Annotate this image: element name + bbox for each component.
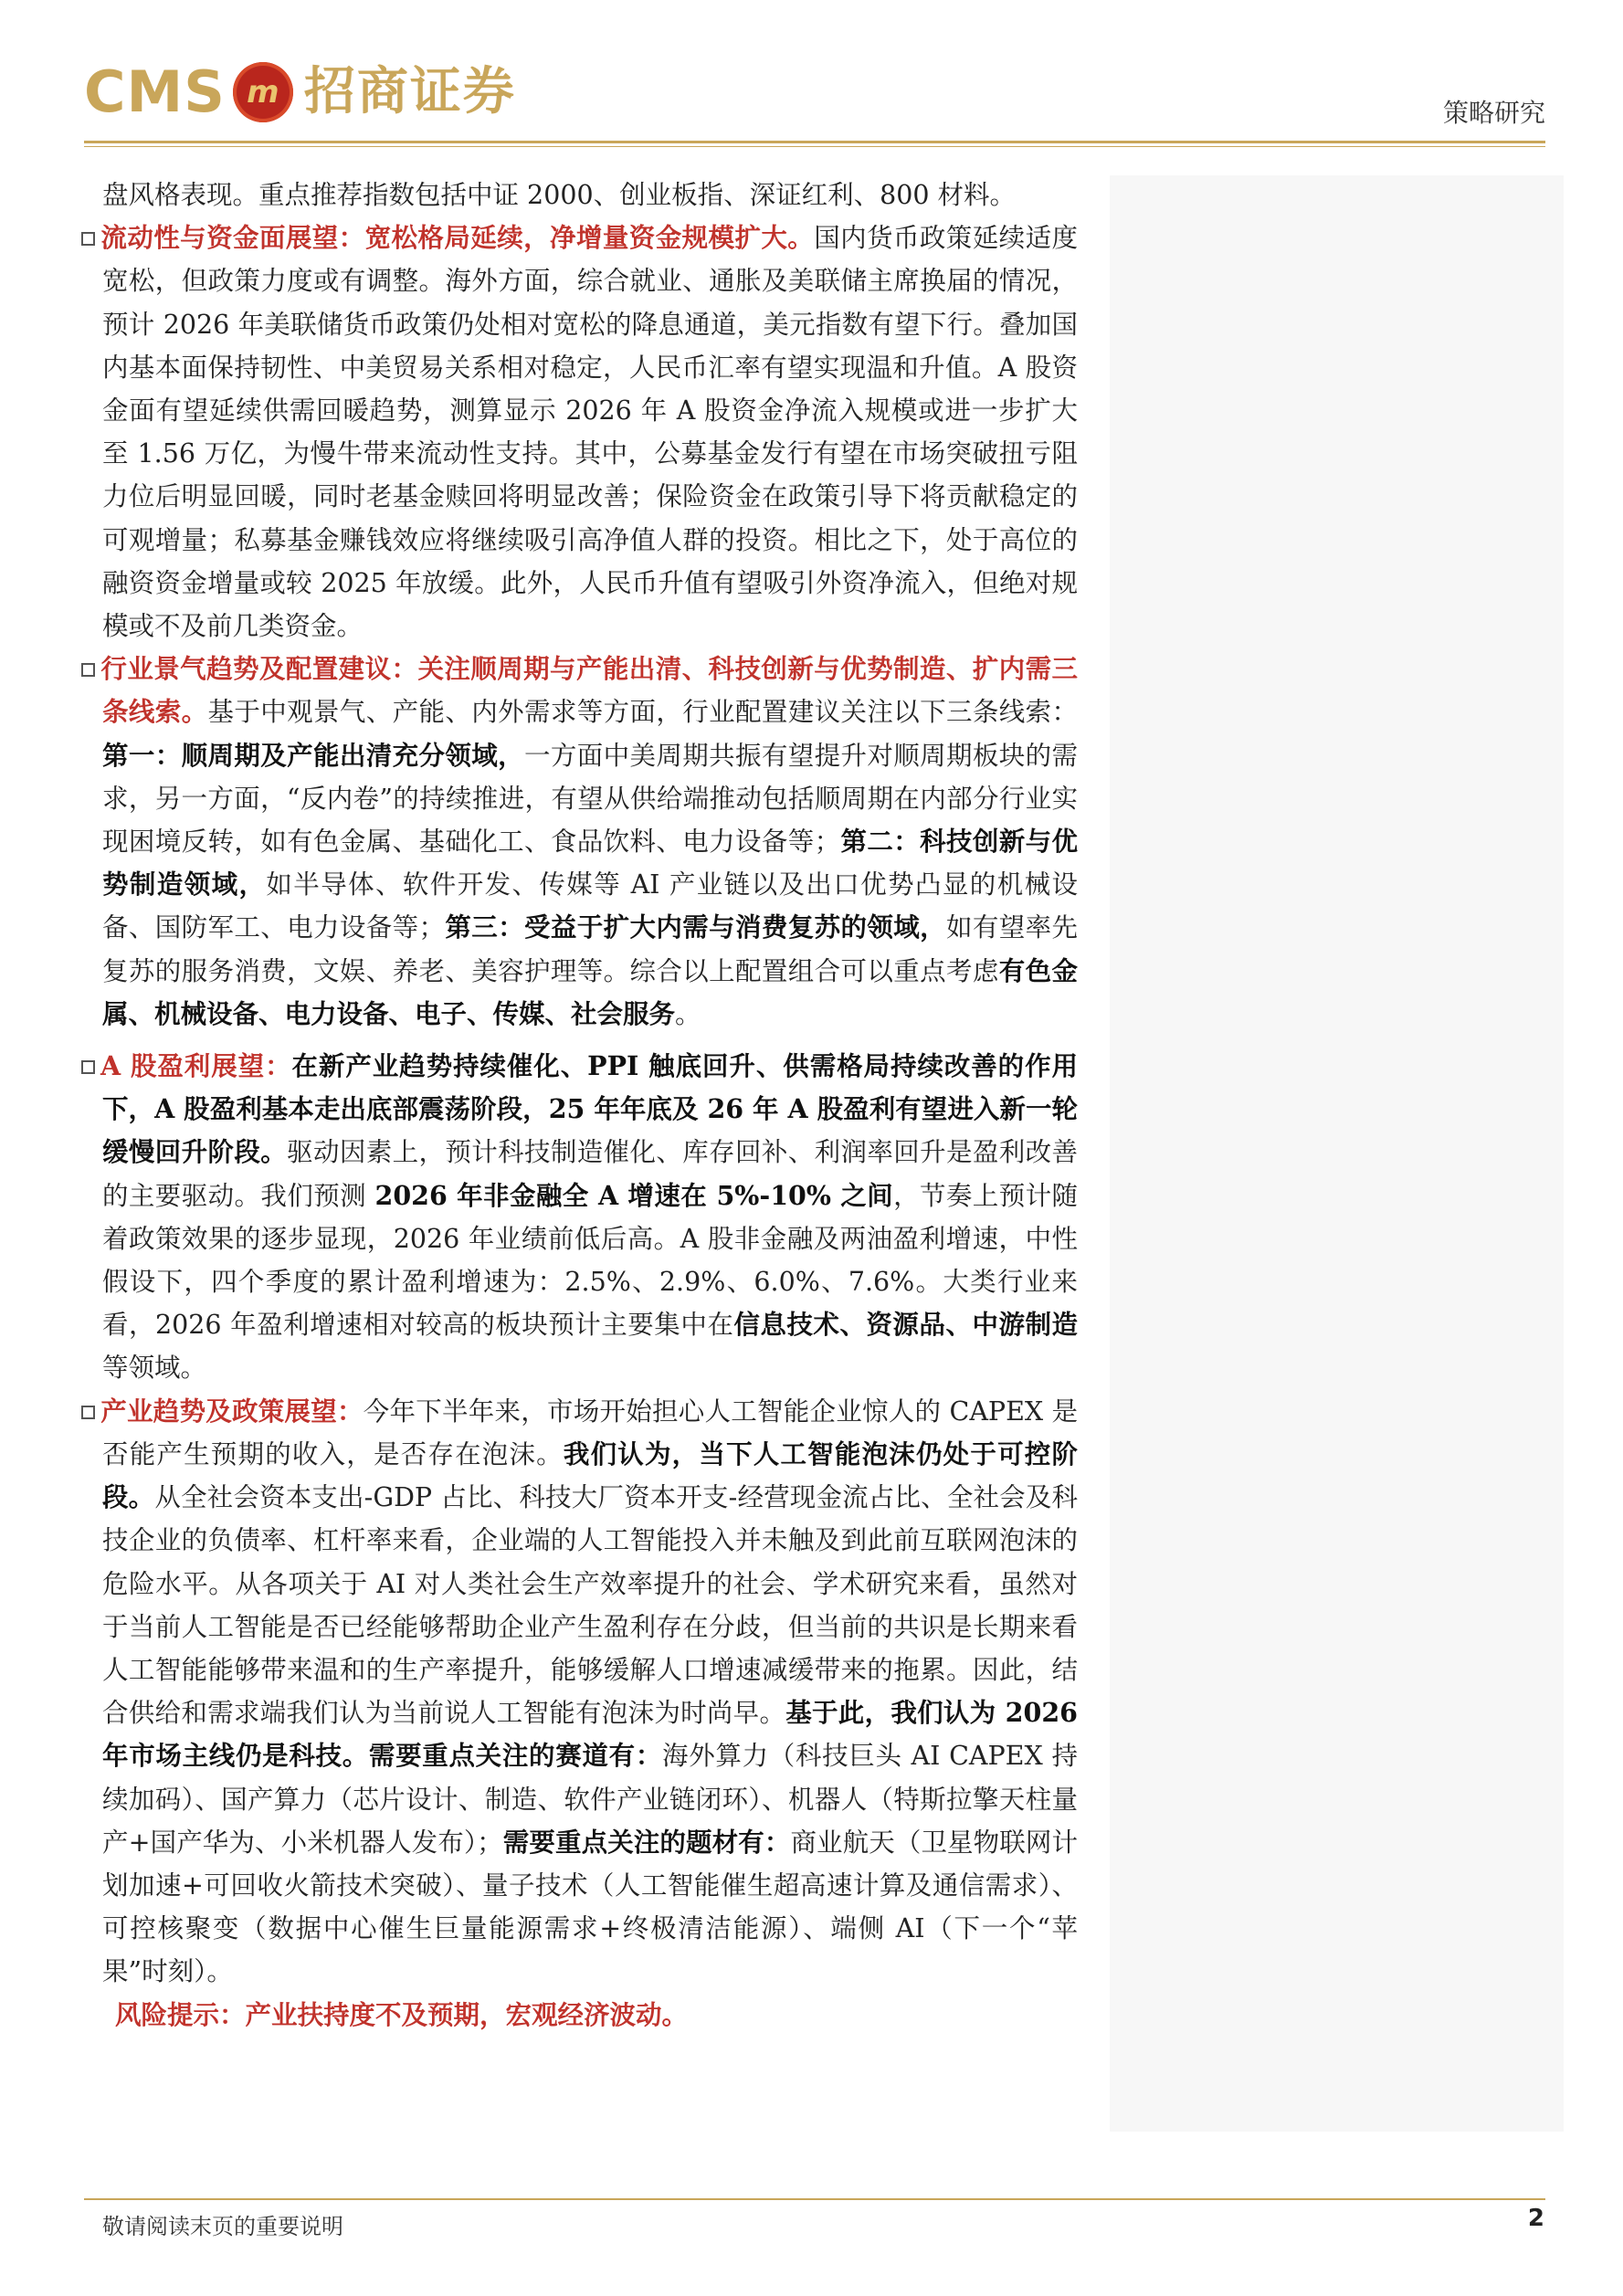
footer-divider bbox=[84, 2198, 1545, 2200]
logo-cms-text: CMS bbox=[84, 58, 226, 125]
paragraph-intro: 盘风格表现。重点推荐指数包括中证 2000、创业板指、深证红利、800 材料。 bbox=[102, 180, 1017, 210]
section-title: 行业景气趋势及配置建议：关注顺周期与产能出清、科技创新与优势制造、扩内需三条线索。 bbox=[100, 653, 1078, 728]
sidebar-panel bbox=[1110, 175, 1564, 2132]
bullet-square-icon bbox=[81, 1060, 95, 1074]
header-divider bbox=[84, 141, 1545, 143]
section-label: 策略研究 bbox=[1442, 98, 1545, 128]
page-number: 2 bbox=[1527, 2205, 1544, 2232]
footer-note: 敬请阅读末页的重要说明 bbox=[102, 2214, 343, 2239]
page-header bbox=[84, 53, 1545, 130]
logo-circle-icon: m bbox=[233, 62, 293, 122]
bullet-square-icon bbox=[81, 232, 95, 246]
section-earnings: A 股盈利展望：在新产业趋势持续催化、PPI 触底回升、供需格局持续改善的作用下，A 股盈利基本走出底部震荡阶段，25 年年底及 26 年 A 股盈利有望进入新一轮缓慢回升阶段。驱动因素上，预计科技制造催化、库存回补、利润率回升是盈利改善的主要驱动。我们预测 2026 年非金融全 A 增速在 5%-10% 之间，节奏上预计随着政策效果的逐步显现，2026 年业绩前低后高。A 股非金融及两油盈利增速，中性假设下，四个季度的累计盈利增速为：2.5%、2.9%、6.0%、7.6%。大类行业来看，2026 年盈利增速相对较高的板块预计主要集中在信息技术、资源品、中游制造等领域。 bbox=[102, 1045, 1078, 1390]
section-title: A 股盈利展望： bbox=[100, 1050, 292, 1082]
main-content bbox=[102, 174, 1078, 2037]
section-title: 产业趋势及政策展望： bbox=[100, 1395, 364, 1427]
section-title: 流动性与资金面展望：宽松格局延续，净增量资金规模扩大。 bbox=[100, 222, 815, 254]
section-industry-policy: 产业趋势及政策展望：今年下半年来，市场开始担心人工智能企业惊人的 CAPEX 是否能产生预期的收入，是否存在泡沫。我们认为，当下人工智能泡沫仍处于可控阶段。从全社会资本支出-GDP 占比、科技大厂资本开支-经营现金流占比、全社会及科技企业的负债率、杠杆率来看，企业端的人工智能投入并未触及到此前互联网泡沫的危险水平。从各项关于 AI 对人类社会生产效率提升的社会、学术研究来看，虽然对于当前人工智能是否已经能够帮助企业产生盈利存在分歧，但当前的共识是长期来看人工智能能够带来温和的生产率提升，能够缓解人口增速减缓带来的拖累。因此，结合供给和需求端我们认为当前说人工智能有泡沫为时尚早。基于此，我们认为 2026 年市场主线仍是科技。需要重点关注的赛道有：海外算力（科技巨头 AI CAPEX 持续加码）、国产算力（芯片设计、制造、软件产业链闭环）、机器人（特斯拉擎天柱量产+国产华为、小米机器人发布）；需要重点关注的题材有：商业航天（卫星物联网计划加速+可回收火箭技术突破）、量子技术（人工智能催生超高速计算及通信需求）、可控核聚变（数据中心催生巨量能源需求+终极清洁能源）、端侧 AI（下一个“苹果”时刻）。 bbox=[102, 1390, 1078, 1994]
bullet-square-icon bbox=[81, 663, 95, 677]
bullet-square-icon bbox=[81, 1406, 95, 1419]
risk-warning: 风险提示：产业扶持度不及预期，宏观经济波动。 bbox=[115, 1998, 689, 2030]
section-liquidity: 流动性与资金面展望：宽松格局延续，净增量资金规模扩大。国内货币政策延续适度宽松，但政策力度或有调整。海外方面，综合就业、通胀及美联储主席换届的情况，预计 2026 年美联储货币政策仍处相对宽松的降息通道，美元指数有望下行。叠加国内基本面保持韧性、中美贸易关系相对稳定，人民币汇率有望实现温和升值。A 股资金面有望延续供需回暖趋势，测算显示 2026 年 A 股资金净流入规模或进一步扩大至 1.56 万亿，为慢牛带来流动性支持。其中，公募基金发行有望在市场突破扭亏阻力位后明显回暖，同时老基金赎回将明显改善；保险资金在政策引导下将贡献稳定的可观增量；私募基金赚钱效应将继续吸引高净值人群的投资。相比之下，处于高位的融资资金增量或较 2025 年放缓。此外，人民币升值有望吸引外资净流入，但绝对规模或不及前几类资金。 bbox=[102, 216, 1078, 648]
cms-logo bbox=[84, 60, 516, 124]
logo-chinese-text: 招商证券 bbox=[303, 62, 516, 121]
section-industry: 行业景气趋势及配置建议：关注顺周期与产能出清、科技创新与优势制造、扩内需三条线索。基于中观景气、产能、内外需求等方面，行业配置建议关注以下三条线索：第一：顺周期及产能出清充分领域，一方面中美周期共振有望提升对顺周期板块的需求，另一方面，“反内卷”的持续推进，有望从供给端推动包括顺周期在内部分行业实现困境反转，如有色金属、基础化工、食品饮料、电力设备等；第二：科技创新与优势制造领域，如半导体、软件开发、传媒等 AI 产业链以及出口优势凸显的机械设备、国防军工、电力设备等；第三：受益于扩大内需与消费复苏的领域，如有望率先复苏的服务消费，文娱、养老、美容护理等。综合以上配置组合可以重点考虑有色金属、机械设备、电力设备、电子、传媒、社会服务。 bbox=[102, 648, 1078, 1036]
header-divider-thin bbox=[84, 146, 1545, 147]
